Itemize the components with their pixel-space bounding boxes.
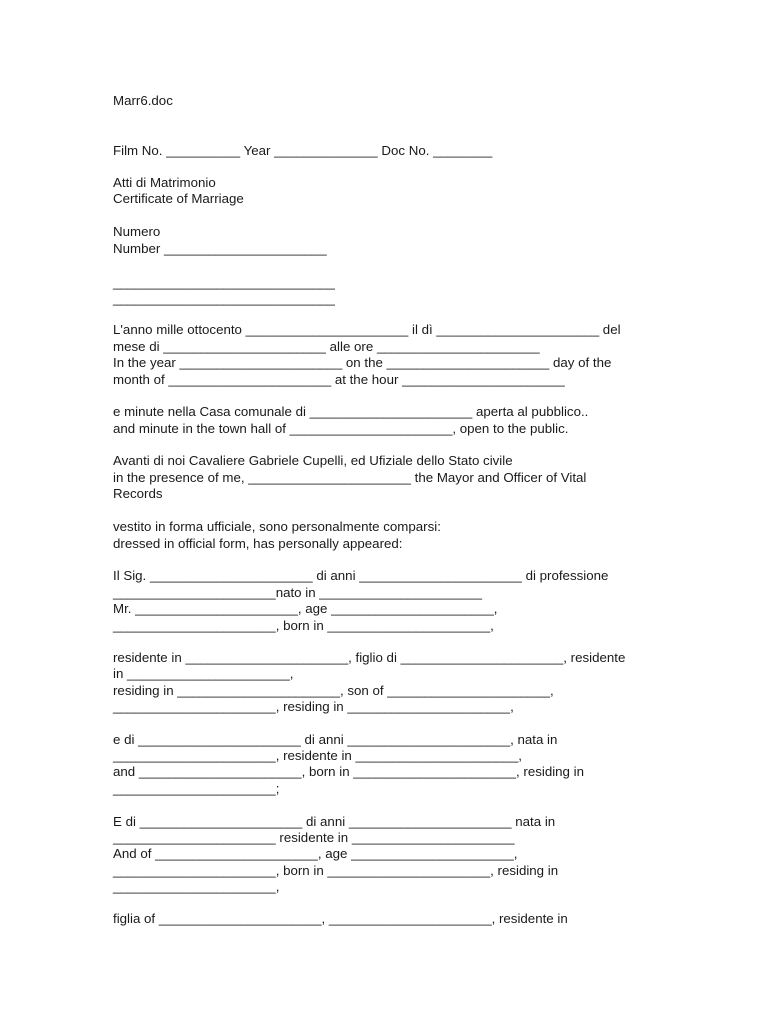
month-italian-line: mese di ______________________ alle ore ______________________: [113, 339, 540, 354]
numero-label: Numero: [113, 224, 161, 239]
bride-english-2: ______________________, born in ______________________, residing in: [113, 863, 559, 878]
groom-english-line-2: ______________________, born in ______________________,: [113, 618, 494, 633]
year-english-line: In the year ______________________ on the ______________________ day of the: [113, 355, 612, 370]
groom-residence-italian-2: in ______________________,: [113, 666, 294, 681]
groom-residence-english: residing in ______________________, son of ______________________,: [113, 683, 554, 698]
year-italian-line: L'anno mille ottocento ______________________ il dì ______________________ del: [113, 322, 621, 337]
document-filename: Marr6.doc: [113, 93, 173, 108]
month-english-line: month of ______________________ at the hour ______________________: [113, 372, 565, 387]
blank-line: ______________________________: [113, 275, 335, 290]
bride-italian: E di ______________________ di anni ______________________ nata in: [113, 814, 556, 829]
groom-italian-line: Il Sig. ______________________ di anni ______________________ di professione: [113, 568, 609, 583]
town-hall-italian: e minute nella Casa comunale di ______________________ aperta al pubblico..: [113, 404, 589, 419]
presence-english-cont: Records: [113, 486, 163, 501]
dressed-italian: vestito in forma ufficiale, sono personalmente comparsi:: [113, 519, 441, 534]
groom-mother-italian-2: ______________________, residente in ______________________,: [113, 748, 522, 763]
bride-italian-2: ______________________ residente in ______________________: [113, 830, 515, 845]
presence-italian: Avanti di noi Cavaliere Gabriele Cupelli, ed Ufiziale dello Stato civile: [113, 453, 513, 468]
groom-italian-line-2: ______________________nato in ______________________: [113, 585, 483, 600]
title-english: Certificate of Marriage: [113, 191, 244, 206]
groom-residence-italian: residente in ______________________, figlio di ______________________, residente: [113, 650, 626, 665]
groom-mother-english: and ______________________, born in ______________________, residing in: [113, 764, 585, 779]
number-line: Number ______________________: [113, 241, 327, 256]
bride-english: And of ______________________, age ______________________,: [113, 846, 518, 861]
groom-mother-english-2: ______________________;: [113, 781, 280, 796]
groom-mother-italian: e di ______________________ di anni ______________________, nata in: [113, 732, 558, 747]
groom-residence-english-2: ______________________, residing in ______________________,: [113, 699, 514, 714]
dressed-english: dressed in official form, has personally appeared:: [113, 536, 403, 551]
bride-english-3: ______________________,: [113, 879, 280, 894]
film-year-doc-line: Film No. __________ Year ______________ Doc No. ________: [113, 143, 493, 158]
bride-parents-line: figlia of ______________________, ______________________, residente in: [113, 911, 568, 926]
groom-english-line: Mr. ______________________, age ______________________,: [113, 601, 498, 616]
title-italian: Atti di Matrimonio: [113, 175, 216, 190]
blank-line: ______________________________: [113, 291, 335, 306]
town-hall-english: and minute in the town hall of ______________________, open to the public.: [113, 421, 569, 436]
presence-english: in the presence of me, ______________________ the Mayor and Officer of Vital: [113, 470, 587, 485]
